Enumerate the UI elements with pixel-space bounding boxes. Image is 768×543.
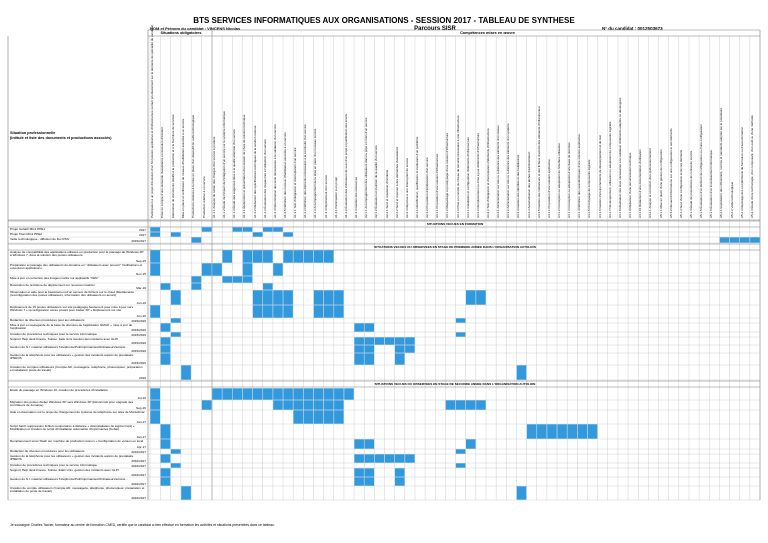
competence-header: A4.1.1 Proposition d'une solution applicative — [546, 159, 551, 218]
row-label: Mise à jour et sauvegarde de la base de données de l'application GMAO + mise à jour de l'application — [10, 322, 133, 330]
row-label: Gestion du S.I. matériel utilisateurs Téléphonie/Poli/Imprimantes/Ordinateurs/écrans... — [10, 476, 128, 481]
row-date: 2016/2017 — [131, 481, 146, 486]
row-date: 2016/2017 — [131, 472, 146, 477]
row-date: 2015/2016 — [131, 348, 146, 353]
row-date: Jan-17 — [136, 434, 146, 439]
competence-header: A5.1.5 Évaluation d'un élément de configuration ou d'une configuration — [699, 124, 704, 218]
competence-header: A3.3.1 Administration sur site ou à distance des éléments d'un réseau — [496, 125, 501, 218]
competence-header: A1.2.2 Rédaction des spécifications techniques de la solution retenue — [252, 125, 257, 218]
competence-header: A3.3.3 Gestion des identités et des habilitations — [516, 154, 521, 218]
competence-header: A4.1.5 Prototypage de composants logiciels — [587, 159, 592, 218]
competence-header: A4.1.10 Rédaction d'une documentation d'utilisation — [638, 149, 643, 218]
competence-header: A1.4.1 Participation à un projet — [333, 176, 338, 218]
row-date: Jan-17 — [136, 419, 146, 424]
row-date: 2016/2017 — [131, 449, 146, 454]
row-date: 2017 — [139, 227, 146, 232]
row-date: 2016/2017 — [131, 463, 146, 468]
row-date: Jun-16 — [136, 313, 146, 318]
row-label: Création de procédures techniques pour le service informatique — [10, 331, 98, 336]
competence-header: A5.1.1 Mise en place d'une gestion de configuration — [658, 149, 663, 218]
competence-header: A3.2.1 Installation et configuration d'éléments d'infrastructure — [465, 136, 470, 218]
competence-header: A5.1.4 Étude de propositions de contrat de service — [688, 150, 693, 218]
competence-header: A2.1.1 Accompagnement des utilisateurs dans la prise en main d'un service — [364, 117, 369, 218]
competence-header: A2.1.2 Évaluation et maintien de la qualité d'un service — [374, 145, 379, 218]
competence-header: A4.1.3 Conception ou adaptation d'une base de données — [567, 142, 572, 218]
candidate-number: N° du candidat : 0012503673 — [602, 26, 663, 31]
row-label: Support Help desk France, Suisse, Italie Unis Gestion des incidents avec GLPI — [10, 336, 118, 341]
competence-header: A4.1.7 Développement, utilisation ou adaptation de composants logiciels — [607, 121, 612, 218]
certification-footer: Je soussigné Charles Tacher, formateur au centre de formation CNED, certifie que le candidat a bien effectué en formation les activités et situations présentées dans ce tableau. — [10, 523, 275, 527]
row-label: Création de comptes utilisateurs (Compte AD, messagerie, téléphonie, photocopieur, préparation et installation poste de travail) — [10, 364, 143, 372]
obligatory-situation-header: Mise en place et vérification de niveaux d'habilitation associés à un service — [180, 118, 185, 218]
row-date: 2017 — [139, 232, 146, 237]
competence-header: A1.1.2 Étude de l'impact de l'intégration d'un service sur le système informatique — [222, 111, 227, 218]
row-date: 2016 — [139, 375, 146, 380]
obligatory-situation-header: Productions relatives à la mise en place d'un dispositif de veille technologique — [191, 114, 196, 218]
row-date: 2016/2017 — [131, 458, 146, 463]
competence-header: A3.2.2 Remplacement ou mise à jour d'éléments d'infrastructure — [475, 132, 480, 218]
row-label: Déploiement de 15 postes utilisateurs sur site pedagogiq Seulement pour mise à jour vers Windows 7 + reconfiguration accès postes pour Atelier XP + Déploiement sur site — [10, 304, 134, 312]
competence-header: A3.2.3 Test d'intégration et d'acceptation d'éléments d'infrastructure — [486, 128, 490, 218]
competence-header: A1.4.2 Évaluation des indicateurs de suivi d'un projet et justification des écarts — [343, 114, 348, 218]
candidate-name: NOM et Prénom du candidat : VINCENS Nicolas — [150, 26, 241, 31]
row-label: Rédaction de diverses procédures pour les utilisateurs — [10, 448, 85, 453]
row-label: Migration des postes Atelier Windows XP vers Windows XP (Désormais pour upgrade des contrôleurs de domaine) — [10, 399, 134, 407]
row-label: Projet Titan MG1 PPE2 — [10, 231, 42, 236]
competence-header: A1.3.1 Test d'intégration et d'acceptation d'un service — [293, 147, 298, 218]
obligatory-situation-header: Prise en compte d'une demande d'assistance et résolution d'incident — [160, 127, 165, 218]
row-date: 2015/2016 — [131, 332, 146, 337]
row-label: Veille technologique : diffusion de flux RSS — [10, 236, 69, 241]
row-date: Sep-15 — [136, 258, 146, 263]
competences-header: Compétences mises en œuvre — [460, 31, 515, 35]
competence-header: A3.1.3 Prise en compte du niveau de sécurité nécessaire à une infrastructure — [455, 115, 460, 218]
row-date: Mar-16 — [136, 285, 146, 290]
competence-header: A1.1.1 Analyse du cahier des charges d'un service à produire — [212, 136, 216, 218]
situations-obligatoires-header: Situations obligatoires — [160, 31, 202, 35]
section-heading: SITUATIONS VECUES OU OBSERVEES EN STAGE DE PREMIERE ANNEE DANS L'ORGANISATION AUTOLION — [374, 245, 536, 249]
competence-header: A4.1.6 Gestion d'environnements de développement et de test — [597, 135, 602, 218]
row-label: Remplacement toner Flash sur machine de production Gonon + Configuration de version en local — [10, 438, 144, 443]
page-title: BTS SERVICES INFORMATIQUES AUX ORGANISATIONS - SESSION 2017 - TABLEAU DE SYNTHESE — [193, 16, 575, 25]
row-date: 2015/2016 — [131, 318, 146, 323]
competence-header: A3.3.4 Automatisation des tâches d'administration — [526, 151, 531, 218]
row-label: Gestion du S.I. matériel utilisateurs Téléphonie/Poli/Imprimantes/Ordinateurs/écrans... — [10, 344, 128, 349]
competence-header: A1.3.4 Déploiement d'un service — [323, 174, 328, 218]
competence-header: A2.2.2 Suivi et réponse à des demandes d'assistance — [394, 146, 399, 218]
row-date: 2015/2016 — [131, 340, 146, 345]
competence-header: A5.2.3 Repérage des compléments de formation ou d'auto-formation — [739, 126, 744, 218]
row-label: Observation et aide pour le basculement d'un serveur de fichiers sur le cloud (Mediamania (reconfiguration des postes utilisateurs, information des utilisateurs en amont) — [10, 289, 134, 297]
competence-header: A4.1.4 Définition des caractéristiques d'une solution applicative — [577, 134, 582, 218]
competence-header: A2.3.2 Proposition d'amélioration d'un service — [425, 157, 430, 218]
competence-header: A1.4.3 Gestion des ressources — [354, 176, 359, 218]
competence-header: A4.1.2 Conception ou adaptation de l'interface utilisateur — [557, 142, 562, 218]
row-date: Apr-17 — [136, 444, 146, 449]
obligatory-situation-header: Elaboration de documents relatifs à la production et à la fourniture de services — [170, 114, 175, 218]
competence-header: A2.3.1 Identification, qualification et évaluation d'un problème — [414, 136, 419, 218]
competence-header: A5.1.6 Évaluation d'un investissement informatique — [709, 150, 714, 218]
row-date: Nov-15 — [136, 271, 146, 276]
row-label: Création de procédures techniques pour le service informatique — [10, 462, 98, 467]
competence-header: A5.1.2 Recueil d'informations sur une configuration et ses éléments — [668, 128, 673, 218]
competence-header: A2.2.3 Réponse à une interruption de service — [404, 157, 409, 218]
row-label: Gestion de la téléphonie pour les utilisateurs + gestion des incidents auprès de prestataire IPNEOS — [10, 352, 134, 360]
row-label: Création de compte utilisateurs (Compte AD, messagerie, téléphonie, photocopieur, préparation et installation du poste de travail) — [10, 485, 145, 493]
competence-header: A1.3.3 Accompagnement de la mise en place d'un nouveau service — [313, 128, 318, 218]
competence-header: A1.3.2 Définition des éléments nécessaires à la continuité d'un service — [303, 124, 308, 218]
section-heading: SITUATIONS VECUES EN FORMATION — [426, 222, 484, 226]
competence-header: A3.3.5 Gestion des indicateurs et des fichiers d'activité des éléments d'infrastructure — [536, 106, 541, 218]
row-label: Rédaction de diverses procédures pour les utilisateurs — [10, 317, 85, 322]
competence-header: A4.2.1 Analyse et correction d'un dysfonctionnement — [648, 148, 653, 218]
row-date: 2015/2016 — [131, 360, 146, 365]
competence-header: A4.1.9 Rédaction d'une documentation technique — [628, 152, 633, 218]
obligatory-situation-header: Participation à un projet d'évolution d'un SI (solution applicative et d'infrastructure portant prioritairement sur le domaine de spécialité du candidat) — [150, 24, 154, 218]
competence-header: A2.2.1 Suivi et résolution d'incidents — [384, 169, 389, 218]
competence-header: A1.1.3 Étude des exigences liées à la qualité attendue d'un service — [232, 129, 237, 218]
competence-header: A4.1.8 Réalisation des tests nécessaires à la validation d'éléments adaptés ou développés — [617, 97, 622, 218]
competence-header: A5.1.3 Suivi d'une configuration et de ses éléments — [678, 149, 683, 218]
row-label: Projet Goliath MG1 PPE1 — [10, 226, 46, 231]
competence-header: A5.2.4 Étude d'une technologie, d'un composant, d'un outil ou d'une méthode — [749, 115, 754, 218]
row-date: Jun-16 — [136, 300, 146, 305]
row-label: Analyse de compatibilité des applications utilisées en production pour le passage de Windows XP à Windows 7, dans la solution des postes utilisateurs. — [10, 249, 144, 257]
competence-header: A1.2.4 Détermination des tests nécessaires à la validation d'un service — [272, 124, 277, 218]
competence-header: A5.2.1 Exploitation des référentiels, normes et standards adoptés par le prestataire — [719, 107, 724, 218]
competence-header: A1.2.5 Définition des niveaux d'habilitation associés à un service — [283, 132, 288, 218]
situation-professionnelle-title: Situation professionnelle — [10, 131, 56, 135]
row-date: Sep-16 — [136, 405, 146, 410]
competence-header: A3.1.1 Proposition d'une solution d'infrastructure — [435, 153, 440, 218]
competence-header: A5.2.2 Veille technologique — [729, 181, 734, 218]
row-date: 2015/2017 — [131, 238, 146, 243]
row-label: Support Help desk France, Suisse, Etats Unis, gestion des incidents avec GLPI — [10, 467, 119, 472]
row-label: Résolution de problème de déploiement sur nouveau matériel — [10, 282, 95, 287]
competence-header: A3.1.2 Maquettage et prototypage d'une solution d'infrastructure — [445, 132, 450, 218]
competence-header: A1.2.1 Élaboration et présentation d'un dossier de choix de solution technique — [242, 114, 247, 218]
row-date: 2016/2017 — [131, 495, 146, 500]
parcours-label: Parcours SISR — [414, 26, 456, 32]
row-label: Mise à jour et correction des images maître sur applicatifs "XEN" — [10, 275, 99, 280]
row-date: Jul-16 — [137, 395, 146, 400]
row-label: Aide et observation sur le projet de changement du système de téléphonie sur sites de Montélimar — [10, 409, 145, 414]
situation-professionnelle-subtitle: (intitulé et liste des documents et productions associés) — [10, 136, 112, 140]
row-label: Etude du passage en Windows 10, création de procédures d'installation — [10, 387, 109, 392]
row-label: Gestion de la téléphonie pour les utilisateurs + gestion des incidents auprès de prestataire IPNEOS — [10, 453, 134, 461]
row-label: Préparation et passage des utilisateurs du domaine en "utilisateurs avec pouvoir" Vérifications et ouvertures applications. — [10, 262, 143, 270]
obligatory-situation-header: Production relative à un service — [201, 176, 206, 218]
competence-header: A1.2.3 Évaluation des risques liés à l'utilisation d'un service — [262, 139, 267, 218]
section-heading: SITUATIONS VECUES OU OBSERVEES EN STAGE DE SECONDE ANNEE DANS L'ORGANISATION AUTOLION — [374, 382, 536, 386]
row-label: Script batch suppression fichiers temporaires à distance + désinstallation de logiciel (wpi) + Modification et création de script d'installation automatisé d'imprimantes (Kobal) — [10, 423, 135, 431]
competence-header: A3.3.2 Administration sur site ou à distance des éléments d'un système — [506, 123, 511, 218]
row-date: 2015/2016 — [131, 327, 146, 332]
